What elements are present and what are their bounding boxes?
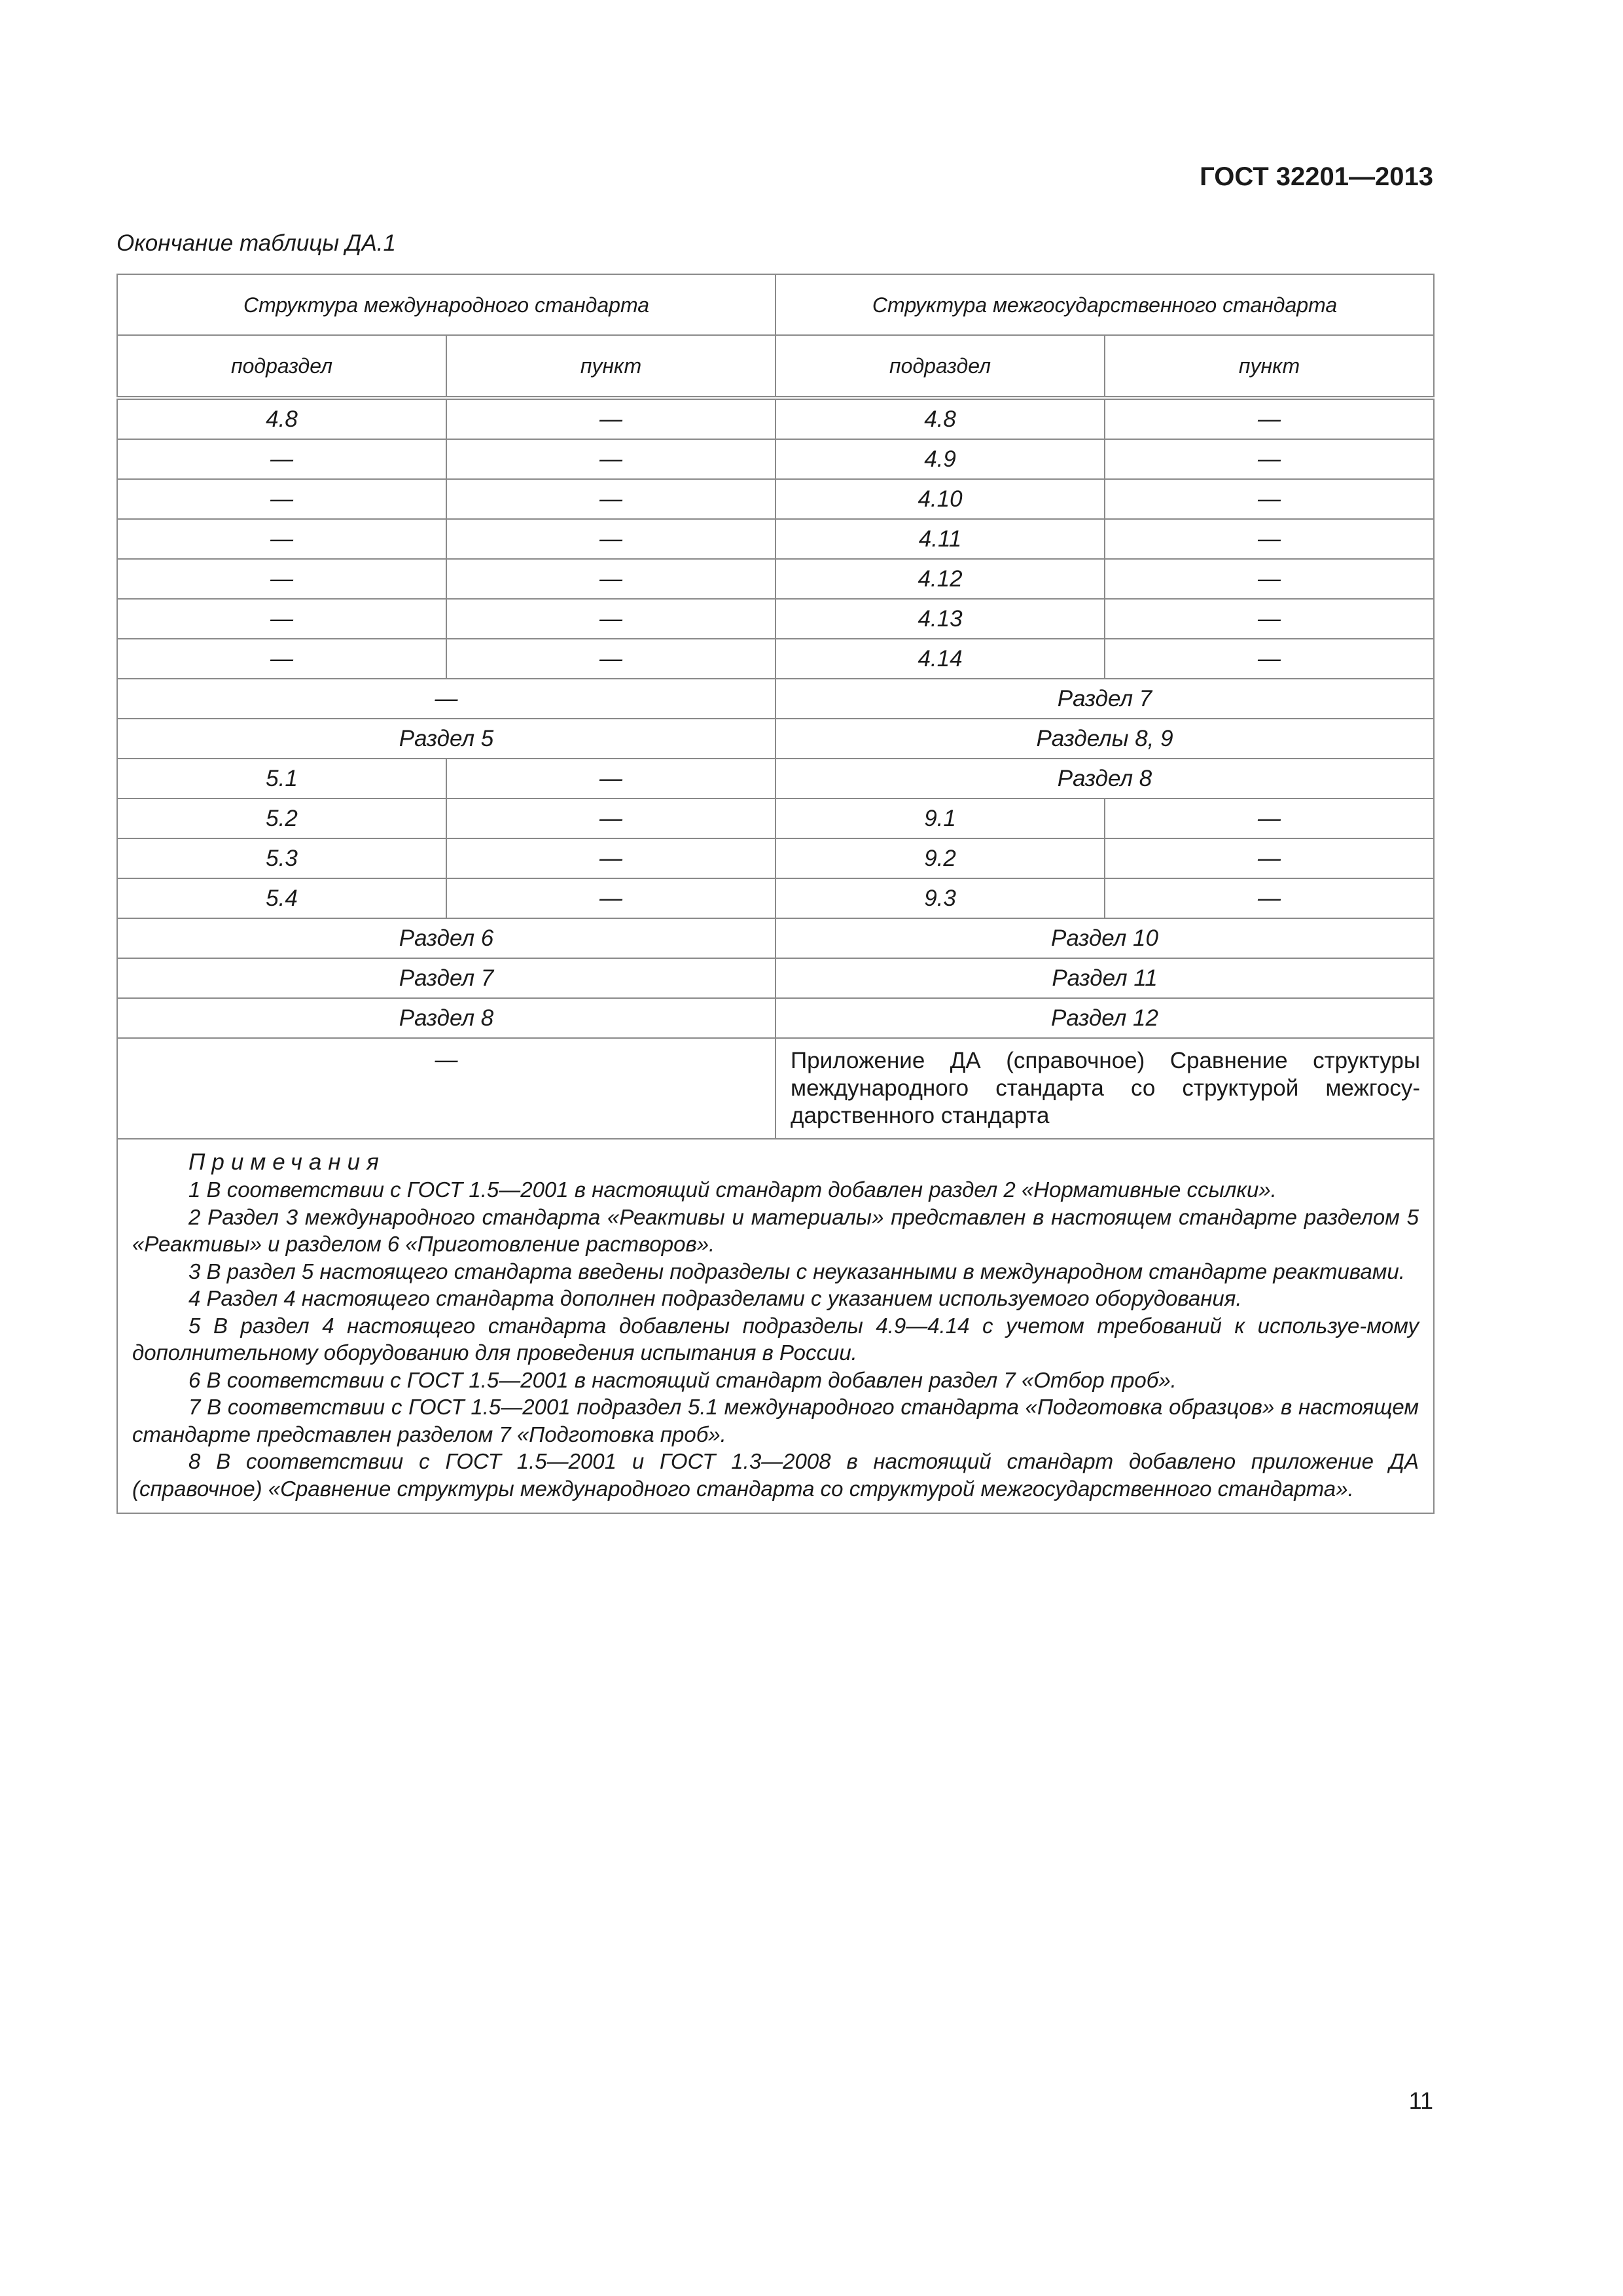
table-cell: 4.8 [776,398,1105,439]
table-cell: 5.1 [117,759,446,798]
notes-title: Примечания [188,1149,385,1175]
table-cell: — [446,599,776,639]
table-cell: — [117,599,446,639]
table-cell: — [1105,878,1434,918]
notes-row [117,1139,1434,1513]
table-cell: — [1105,439,1434,479]
table-row [117,958,1434,998]
header-subsection: подраздел [776,335,1105,398]
table-cell: — [117,639,446,679]
table-cell: — [446,639,776,679]
note: 7 В соответствии с ГОСТ 1.5—2001 подраздел 5.1 международного стандарта «Подготовка образцов» в настоящем стандарте представлен разделом 7 «Подготовка проб». [132,1395,1419,1446]
table-cell: Разделы 8, 9 [776,719,1434,759]
table-cell: — [1105,599,1434,639]
table-cell: — [446,559,776,599]
table-row [117,479,1434,519]
table-cell: — [1105,479,1434,519]
table-cell: — [1105,838,1434,878]
table-cell: — [117,479,446,519]
table-row [117,918,1434,958]
table-row [117,878,1434,918]
table-row [117,759,1434,798]
header-clause: пункт [1105,335,1434,398]
table-cell: — [446,759,776,798]
table-cell: 4.12 [776,559,1105,599]
table-cell: 4.9 [776,439,1105,479]
table-cell: Раздел 11 [776,958,1434,998]
table-row [117,599,1434,639]
table-row [117,838,1434,878]
table-cell: Раздел 8 [776,759,1434,798]
table-cell: 4.11 [776,519,1105,559]
table-row [117,439,1434,479]
table-caption: Окончание таблицы ДА.1 [116,230,396,256]
note: 3 В раздел 5 настоящего стандарта введены подразделы с неуказанными в международном стандарте реактивами. [188,1259,1405,1283]
table-cell: 4.8 [117,398,446,439]
table-cell: 9.3 [776,878,1105,918]
table-row [117,719,1434,759]
table-cell: 9.2 [776,838,1105,878]
header-subsection: подраздел [117,335,446,398]
note: 2 Раздел 3 международного стандарта «Реактивы и материалы» представлен в настоящем стандарте разделом 5 «Реактивы» и разделом 6 «Приготовление растворов». [132,1204,1419,1256]
table-cell: 4.10 [776,479,1105,519]
sub-header-row [117,335,1434,398]
table-cell: Раздел 8 [117,998,776,1038]
table-cell: — [1105,519,1434,559]
table-cell: Раздел 10 [776,918,1434,958]
table-row [117,798,1434,838]
table-cell: — [117,679,776,719]
table-cell: — [1105,559,1434,599]
note: 4 Раздел 4 настоящего стандарта дополнен подразделами с указанием используемого оборудования. [188,1286,1242,1310]
table-cell: — [446,878,776,918]
table-cell: 5.2 [117,798,446,838]
table-cell: — [1105,398,1434,439]
table-row [117,679,1434,719]
table-cell: — [446,838,776,878]
table-cell: — [1105,639,1434,679]
table-row [117,519,1434,559]
table-cell: Раздел 12 [776,998,1434,1038]
appendix-cell: Приложение ДА (справочное) Сравнение структуры международного стандарта со структурой межгосу-дарственного стандарта [776,1038,1434,1139]
table-row [117,639,1434,679]
table-cell: 4.14 [776,639,1105,679]
table-cell: 5.3 [117,838,446,878]
table-cell: — [446,519,776,559]
table-cell: Раздел 5 [117,719,776,759]
table-row [117,559,1434,599]
header-international-structure: Структура международного стандарта [117,274,776,335]
note: 5 В раздел 4 настоящего стандарта добавлены подразделы 4.9—4.14 с учетом требований к используе-мому дополнительному оборудованию для проведения испытания в России. [132,1313,1419,1365]
table-cell: 5.4 [117,878,446,918]
table-cell: Раздел 7 [776,679,1434,719]
table-cell: — [117,519,446,559]
note: 8 В соответствии с ГОСТ 1.5—2001 и ГОСТ 1.3—2008 в настоящий стандарт добавлено приложение ДА (справочное) «Сравнение структуры международного стандарта со структурой межгосударственного стандарта». [132,1449,1419,1501]
table-cell: — [1105,798,1434,838]
table-row [117,1038,1434,1139]
notes-cell [117,1139,1434,1513]
header-clause: пункт [446,335,776,398]
note: 6 В соответствии с ГОСТ 1.5—2001 в настоящий стандарт добавлен раздел 7 «Отбор проб». [188,1367,1177,1392]
table-cell: — [117,1038,776,1139]
table-row [117,398,1434,439]
document-code: ГОСТ 32201—2013 [1200,162,1433,191]
table-cell: — [117,559,446,599]
note: 1 В соответствии с ГОСТ 1.5—2001 в настоящий стандарт добавлен раздел 2 «Нормативные ссылки». [188,1177,1277,1202]
table-cell: Раздел 6 [117,918,776,958]
page-number: 11 [1408,2087,1433,2114]
table-cell: — [446,798,776,838]
table-cell: — [446,439,776,479]
table-cell: 9.1 [776,798,1105,838]
table-cell: 4.13 [776,599,1105,639]
table-cell: — [446,398,776,439]
table-row [117,998,1434,1038]
header-interstate-structure: Структура межгосударственного стандарта [776,274,1434,335]
table-cell: Раздел 7 [117,958,776,998]
table-cell: — [117,439,446,479]
group-header-row [117,274,1434,335]
structure-comparison-table [116,274,1435,1514]
table-cell: — [446,479,776,519]
